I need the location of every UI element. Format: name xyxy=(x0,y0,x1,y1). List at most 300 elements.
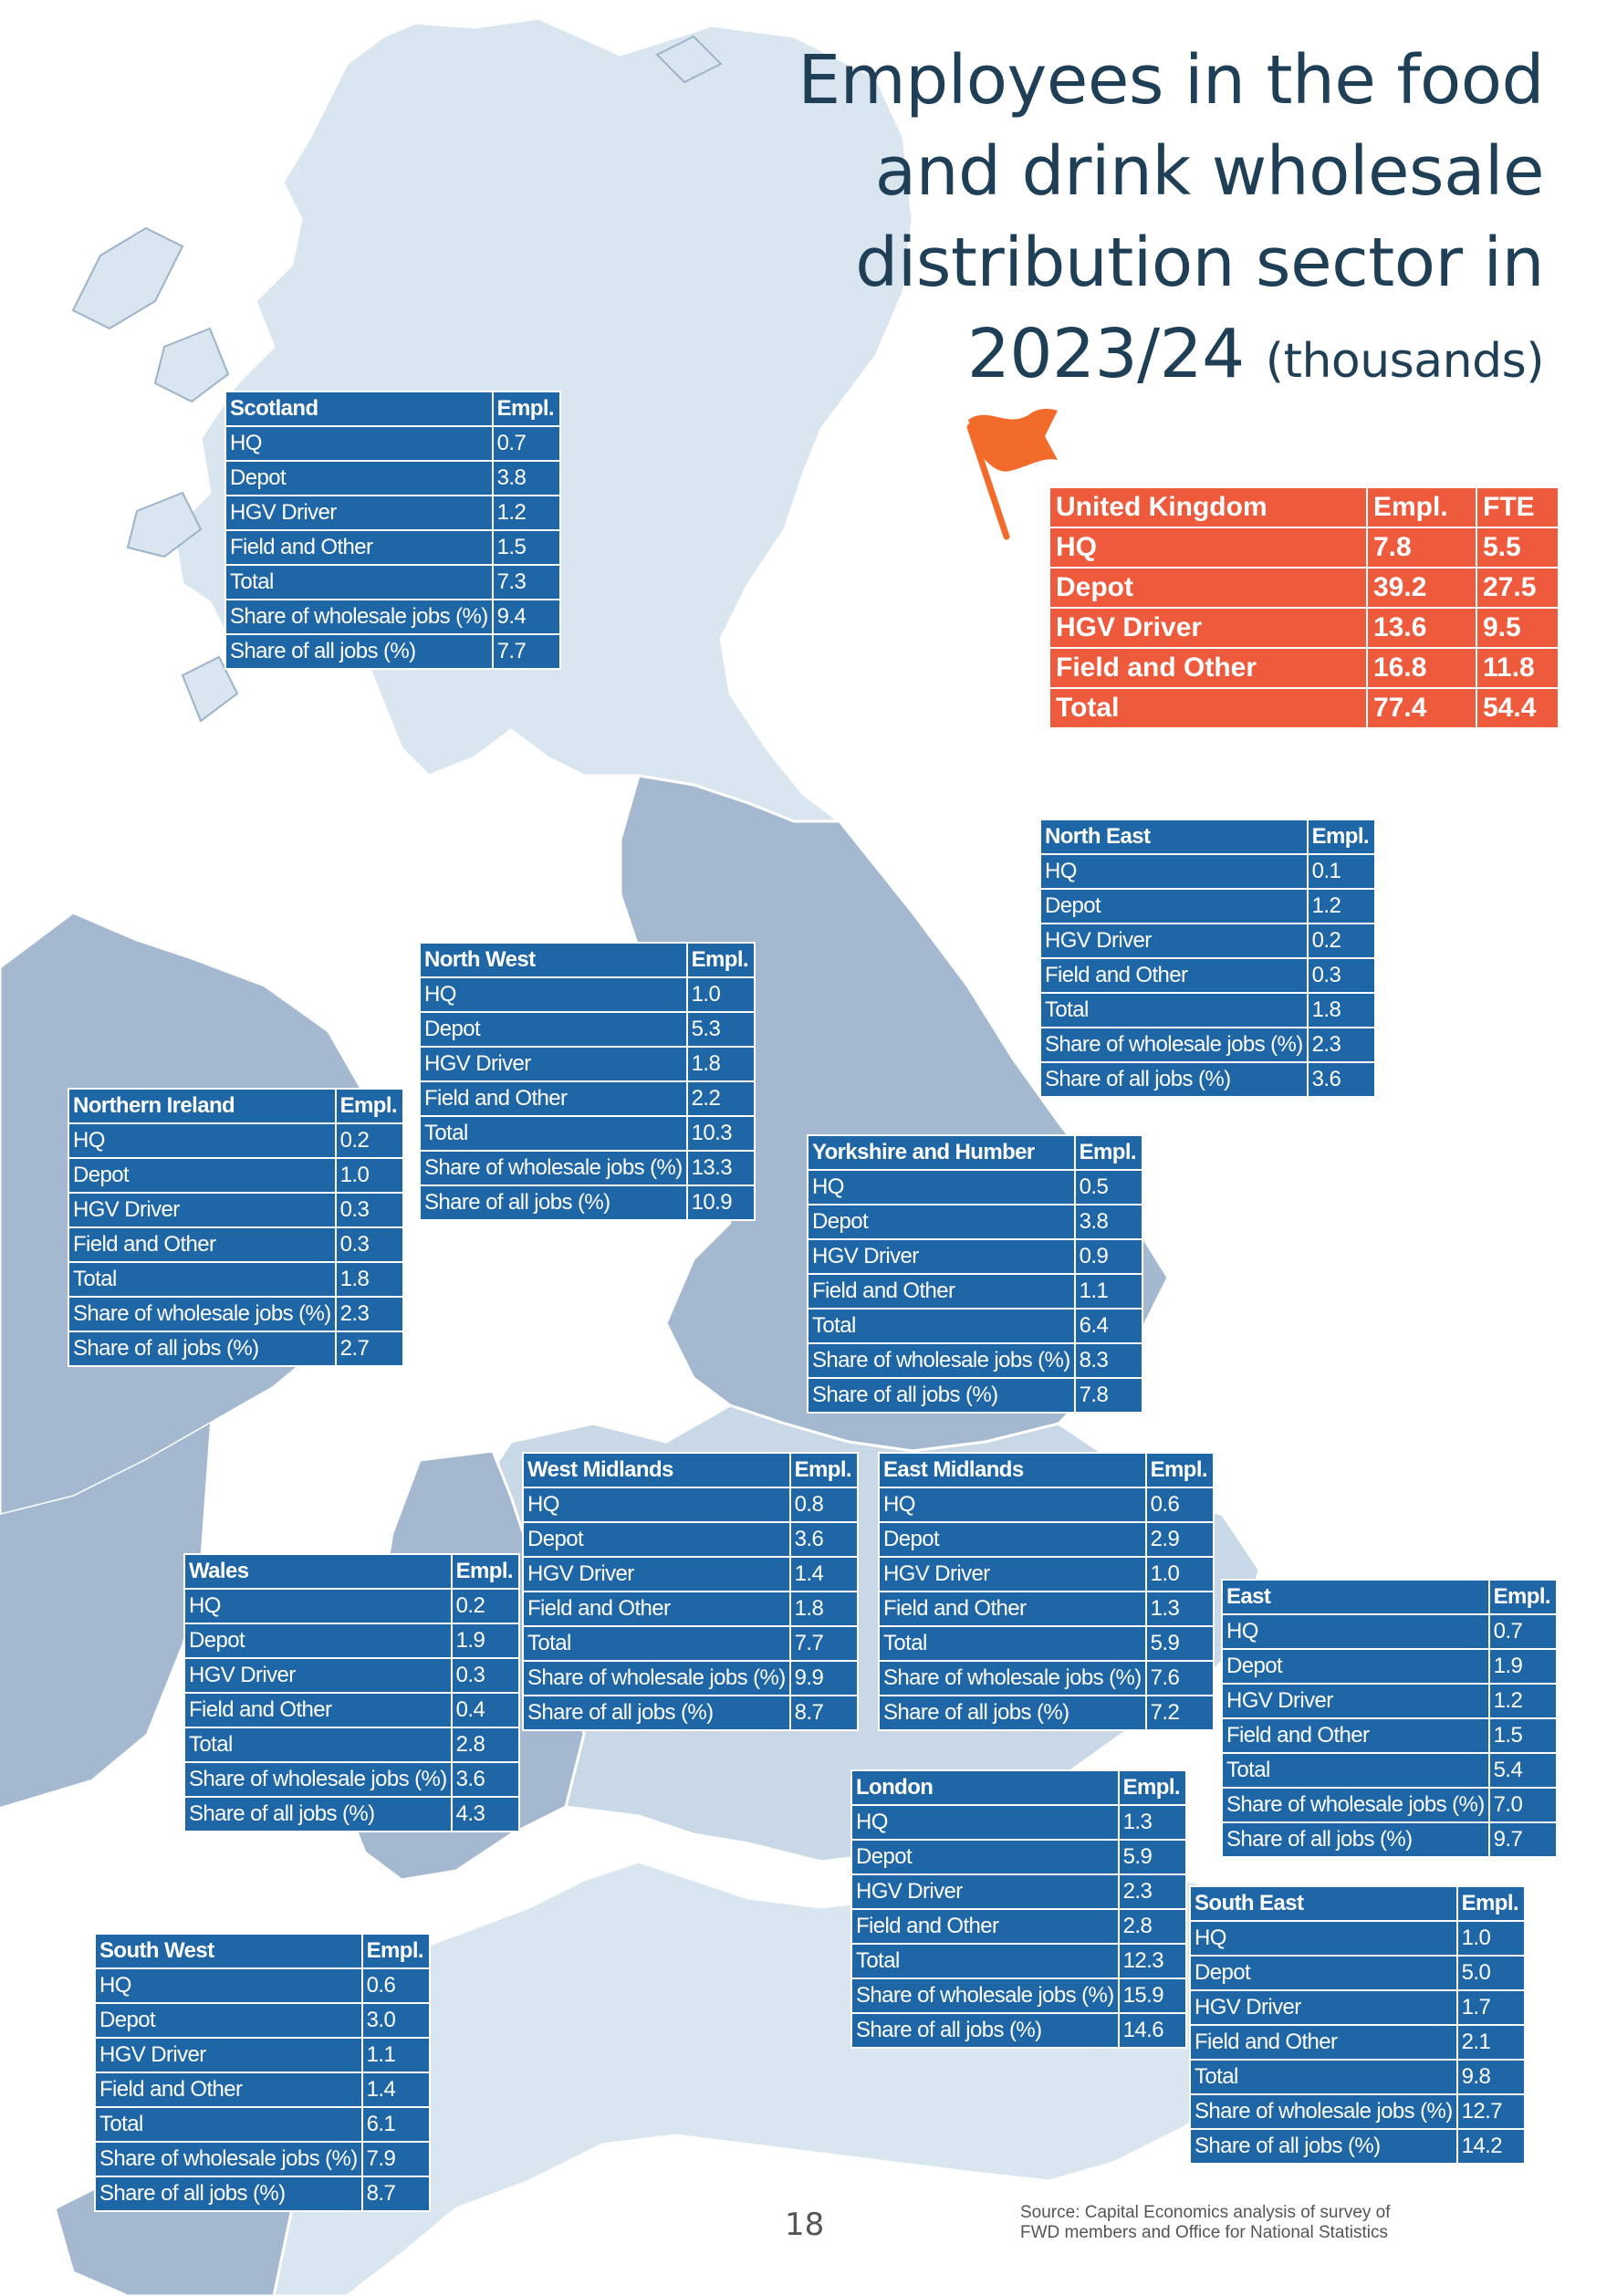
row-value: 1.8 xyxy=(790,1592,858,1626)
row-value: 0.9 xyxy=(1075,1239,1142,1274)
row-label: Total xyxy=(95,2107,362,2142)
table-row xyxy=(808,1205,1142,1239)
row-value: 7.8 xyxy=(1075,1378,1142,1413)
row-value: 9.8 xyxy=(1457,2060,1525,2094)
row-label: HQ xyxy=(1190,1921,1457,1956)
row-value: 1.8 xyxy=(336,1262,403,1297)
table-row xyxy=(1040,889,1375,924)
table-row xyxy=(879,1557,1214,1592)
region-table-header xyxy=(68,1089,403,1123)
row-label: Field and Other xyxy=(95,2072,362,2107)
row-label: Share of wholesale jobs (%) xyxy=(1040,1028,1308,1062)
page-number: 18 xyxy=(785,2207,825,2243)
row-label: Total xyxy=(879,1626,1146,1661)
row-label: HGV Driver xyxy=(68,1193,336,1227)
column-header-empl: Empl. xyxy=(1146,1453,1214,1487)
row-label: Share of wholesale jobs (%) xyxy=(420,1151,687,1185)
uk-row-fte: 54.4 xyxy=(1476,688,1559,728)
table-row xyxy=(879,1592,1214,1626)
table-row xyxy=(95,2038,430,2072)
row-label: Depot xyxy=(68,1158,336,1193)
region-name: North West xyxy=(420,943,687,977)
row-value: 0.1 xyxy=(1308,854,1375,889)
uk-table-row xyxy=(1049,688,1559,728)
row-value: 5.9 xyxy=(1146,1626,1214,1661)
table-row xyxy=(420,1116,755,1151)
row-value: 10.9 xyxy=(687,1185,755,1220)
table-row xyxy=(851,1874,1186,1909)
row-value: 2.3 xyxy=(1308,1028,1375,1062)
row-value: 5.9 xyxy=(1119,1840,1186,1874)
uk-row-empl: 16.8 xyxy=(1367,648,1476,688)
row-value: 7.9 xyxy=(362,2142,430,2176)
row-value: 1.9 xyxy=(1489,1649,1557,1684)
region-table-scotland xyxy=(224,391,561,670)
column-header-empl: Empl. xyxy=(1308,819,1375,854)
source-note: Source: Capital Economics analysis of survey of FWD members and Office for National Statistics xyxy=(1020,2203,1391,2242)
uk-table-row xyxy=(1049,648,1559,688)
uk-table-header xyxy=(1049,487,1559,527)
row-label: Total xyxy=(1190,2060,1457,2094)
table-row xyxy=(95,2003,430,2038)
uk-row-empl: 77.4 xyxy=(1367,688,1476,728)
row-value: 1.0 xyxy=(687,977,755,1012)
table-row xyxy=(225,565,560,600)
row-label: HQ xyxy=(523,1487,790,1522)
column-header-empl: Empl. xyxy=(790,1453,858,1487)
table-row xyxy=(1040,1028,1375,1062)
row-label: HQ xyxy=(851,1805,1119,1840)
region-name: London xyxy=(851,1770,1119,1805)
region-name: East xyxy=(1222,1580,1489,1614)
region-table-west-midlands xyxy=(522,1452,859,1731)
table-row xyxy=(1040,958,1375,993)
row-label: Total xyxy=(1040,993,1308,1028)
column-header-empl: Empl. xyxy=(336,1089,403,1123)
row-label: HGV Driver xyxy=(1222,1684,1489,1718)
row-value: 1.3 xyxy=(1119,1805,1186,1840)
row-value: 7.7 xyxy=(493,634,560,669)
region-name: Yorkshire and Humber xyxy=(808,1135,1075,1170)
page-title xyxy=(631,35,1544,407)
row-label: Share of all jobs (%) xyxy=(1040,1062,1308,1097)
region-name: Wales xyxy=(184,1554,452,1589)
row-label: HQ xyxy=(1040,854,1308,889)
title-unit: (thousands) xyxy=(1265,334,1544,389)
table-row xyxy=(879,1522,1214,1557)
table-row xyxy=(879,1487,1214,1522)
row-value: 3.6 xyxy=(1308,1062,1375,1097)
region-table-north-east xyxy=(1039,819,1376,1098)
table-row xyxy=(851,1944,1186,1978)
row-value: 14.6 xyxy=(1119,2013,1186,2048)
row-label: Depot xyxy=(225,461,493,496)
region-table-northern-ireland xyxy=(68,1088,404,1367)
region-table-header xyxy=(523,1453,858,1487)
region-table-london xyxy=(850,1769,1187,2049)
row-label: Share of wholesale jobs (%) xyxy=(851,1978,1119,2013)
column-header-empl: Empl. xyxy=(452,1554,519,1589)
region-table-north-west xyxy=(419,942,756,1221)
row-label: Share of wholesale jobs (%) xyxy=(879,1661,1146,1696)
row-label: Share of wholesale jobs (%) xyxy=(1190,2094,1457,2129)
table-row xyxy=(523,1661,858,1696)
row-label: Share of wholesale jobs (%) xyxy=(68,1297,336,1331)
table-row xyxy=(879,1696,1214,1730)
row-value: 5.4 xyxy=(1489,1753,1557,1788)
row-label: HGV Driver xyxy=(523,1557,790,1592)
row-label: HQ xyxy=(225,426,493,461)
row-label: Total xyxy=(68,1262,336,1297)
row-label: Share of all jobs (%) xyxy=(184,1797,452,1832)
region-table-header xyxy=(1190,1886,1525,1921)
uk-row-label: Total xyxy=(1049,688,1367,728)
row-value: 1.5 xyxy=(493,530,560,565)
title-line-1: Employees in the food xyxy=(798,41,1544,120)
uk-table-row xyxy=(1049,608,1559,648)
region-table-south-west xyxy=(94,1933,431,2212)
row-label: Share of all jobs (%) xyxy=(225,634,493,669)
row-value: 3.6 xyxy=(790,1522,858,1557)
row-label: Field and Other xyxy=(879,1592,1146,1626)
row-label: Depot xyxy=(1222,1649,1489,1684)
row-label: Share of all jobs (%) xyxy=(851,2013,1119,2048)
row-label: Field and Other xyxy=(1190,2025,1457,2060)
table-row xyxy=(184,1693,519,1727)
table-row xyxy=(523,1522,858,1557)
table-row xyxy=(523,1626,858,1661)
row-value: 1.9 xyxy=(452,1623,519,1658)
row-value: 7.2 xyxy=(1146,1696,1214,1730)
row-value: 2.3 xyxy=(336,1297,403,1331)
table-row xyxy=(95,1968,430,2003)
table-row xyxy=(420,1185,755,1220)
row-label: HGV Driver xyxy=(1190,1990,1457,2025)
row-label: Field and Other xyxy=(808,1274,1075,1309)
uk-summary-table xyxy=(1048,486,1560,729)
uk-row-empl: 13.6 xyxy=(1367,608,1476,648)
row-label: HGV Driver xyxy=(808,1239,1075,1274)
row-label: Total xyxy=(1222,1753,1489,1788)
row-value: 2.9 xyxy=(1146,1522,1214,1557)
row-label: Share of all jobs (%) xyxy=(1222,1822,1489,1857)
region-name: South East xyxy=(1190,1886,1457,1921)
table-row xyxy=(184,1762,519,1797)
table-row xyxy=(1222,1649,1557,1684)
region-table-east xyxy=(1221,1579,1558,1858)
uk-row-label: Field and Other xyxy=(1049,648,1367,688)
row-value: 9.4 xyxy=(493,600,560,634)
row-value: 6.4 xyxy=(1075,1309,1142,1343)
table-row xyxy=(225,600,560,634)
table-row xyxy=(68,1193,403,1227)
row-value: 3.8 xyxy=(493,461,560,496)
row-label: Share of wholesale jobs (%) xyxy=(808,1343,1075,1378)
row-value: 2.7 xyxy=(336,1331,403,1366)
table-row xyxy=(879,1661,1214,1696)
flag-icon xyxy=(954,400,1063,546)
row-label: HQ xyxy=(68,1123,336,1158)
table-row xyxy=(851,2013,1186,2048)
row-value: 1.4 xyxy=(362,2072,430,2107)
table-row xyxy=(68,1262,403,1297)
row-value: 0.7 xyxy=(1489,1614,1557,1649)
row-label: Total xyxy=(851,1944,1119,1978)
table-row xyxy=(420,1012,755,1047)
table-row xyxy=(808,1239,1142,1274)
row-label: HQ xyxy=(420,977,687,1012)
row-value: 1.5 xyxy=(1489,1718,1557,1753)
table-row xyxy=(184,1727,519,1762)
row-value: 1.8 xyxy=(1308,993,1375,1028)
row-value: 0.6 xyxy=(1146,1487,1214,1522)
row-value: 8.7 xyxy=(790,1696,858,1730)
row-value: 0.3 xyxy=(336,1227,403,1262)
region-table-east-midlands xyxy=(878,1452,1215,1731)
row-value: 0.3 xyxy=(452,1658,519,1693)
table-row xyxy=(225,426,560,461)
row-value: 7.3 xyxy=(493,565,560,600)
row-value: 6.1 xyxy=(362,2107,430,2142)
uk-header-region: United Kingdom xyxy=(1049,487,1367,527)
row-value: 1.8 xyxy=(687,1047,755,1081)
row-value: 13.3 xyxy=(687,1151,755,1185)
row-value: 0.2 xyxy=(336,1123,403,1158)
table-row xyxy=(420,977,755,1012)
column-header-empl: Empl. xyxy=(493,391,560,426)
table-row xyxy=(420,1151,755,1185)
row-value: 1.1 xyxy=(1075,1274,1142,1309)
table-row xyxy=(523,1696,858,1730)
uk-row-fte: 5.5 xyxy=(1476,527,1559,568)
row-label: HGV Driver xyxy=(879,1557,1146,1592)
region-table-header xyxy=(1222,1580,1557,1614)
row-label: Total xyxy=(225,565,493,600)
table-row xyxy=(1190,1956,1525,1990)
column-header-empl: Empl. xyxy=(1075,1135,1142,1170)
row-value: 1.0 xyxy=(336,1158,403,1193)
row-value: 0.6 xyxy=(362,1968,430,2003)
row-label: Share of all jobs (%) xyxy=(808,1378,1075,1413)
row-label: Field and Other xyxy=(523,1592,790,1626)
table-row xyxy=(68,1297,403,1331)
row-label: HGV Driver xyxy=(1040,924,1308,958)
table-row xyxy=(184,1623,519,1658)
row-label: Field and Other xyxy=(68,1227,336,1262)
row-label: Field and Other xyxy=(1040,958,1308,993)
row-value: 10.3 xyxy=(687,1116,755,1151)
row-value: 3.6 xyxy=(452,1762,519,1797)
row-label: Depot xyxy=(879,1522,1146,1557)
row-value: 12.3 xyxy=(1119,1944,1186,1978)
row-value: 3.8 xyxy=(1075,1205,1142,1239)
table-row xyxy=(808,1274,1142,1309)
row-value: 5.0 xyxy=(1457,1956,1525,1990)
table-row xyxy=(1190,2129,1525,2164)
region-table-yorkshire xyxy=(807,1134,1143,1414)
region-name: Scotland xyxy=(225,391,493,426)
row-value: 1.7 xyxy=(1457,1990,1525,2025)
table-row xyxy=(68,1158,403,1193)
table-row xyxy=(1040,993,1375,1028)
table-row xyxy=(1190,1990,1525,2025)
column-header-empl: Empl. xyxy=(687,943,755,977)
row-value: 14.2 xyxy=(1457,2129,1525,2164)
uk-row-label: HGV Driver xyxy=(1049,608,1367,648)
row-value: 0.8 xyxy=(790,1487,858,1522)
title-line-3: distribution sector in xyxy=(855,224,1544,302)
region-name: East Midlands xyxy=(879,1453,1146,1487)
row-label: HGV Driver xyxy=(95,2038,362,2072)
row-label: Share of all jobs (%) xyxy=(879,1696,1146,1730)
table-row xyxy=(420,1081,755,1116)
table-row xyxy=(225,530,560,565)
row-value: 0.3 xyxy=(1308,958,1375,993)
region-table-header xyxy=(879,1453,1214,1487)
row-value: 2.1 xyxy=(1457,2025,1525,2060)
region-name: West Midlands xyxy=(523,1453,790,1487)
row-label: Depot xyxy=(808,1205,1075,1239)
table-row xyxy=(1222,1718,1557,1753)
row-value: 9.9 xyxy=(790,1661,858,1696)
row-label: Field and Other xyxy=(225,530,493,565)
row-value: 7.6 xyxy=(1146,1661,1214,1696)
table-row xyxy=(851,1805,1186,1840)
row-value: 1.2 xyxy=(1308,889,1375,924)
row-value: 1.0 xyxy=(1146,1557,1214,1592)
table-row xyxy=(879,1626,1214,1661)
table-row xyxy=(1190,1921,1525,1956)
row-label: HGV Driver xyxy=(225,496,493,530)
row-value: 8.3 xyxy=(1075,1343,1142,1378)
title-line-2: and drink wholesale xyxy=(874,132,1544,211)
uk-row-fte: 9.5 xyxy=(1476,608,1559,648)
row-label: Total xyxy=(184,1727,452,1762)
row-label: Total xyxy=(808,1309,1075,1343)
row-label: Share of all jobs (%) xyxy=(420,1185,687,1220)
row-label: Depot xyxy=(1040,889,1308,924)
row-value: 12.7 xyxy=(1457,2094,1525,2129)
region-table-header xyxy=(95,1934,430,1968)
row-value: 1.2 xyxy=(493,496,560,530)
row-label: Share of all jobs (%) xyxy=(1190,2129,1457,2164)
row-value: 4.3 xyxy=(452,1797,519,1832)
uk-row-empl: 7.8 xyxy=(1367,527,1476,568)
row-label: Share of all jobs (%) xyxy=(95,2176,362,2211)
row-label: HQ xyxy=(95,1968,362,2003)
row-label: Share of all jobs (%) xyxy=(68,1331,336,1366)
region-table-wales xyxy=(183,1553,520,1832)
table-row xyxy=(1222,1684,1557,1718)
row-value: 0.2 xyxy=(1308,924,1375,958)
column-header-empl: Empl. xyxy=(1489,1580,1557,1614)
row-label: Depot xyxy=(420,1012,687,1047)
row-label: Share of wholesale jobs (%) xyxy=(1222,1788,1489,1822)
row-value: 9.7 xyxy=(1489,1822,1557,1857)
row-label: Total xyxy=(523,1626,790,1661)
row-label: Depot xyxy=(184,1623,452,1658)
row-value: 0.4 xyxy=(452,1693,519,1727)
row-label: Field and Other xyxy=(420,1081,687,1116)
table-row xyxy=(68,1331,403,1366)
region-table-header xyxy=(420,943,755,977)
row-value: 0.3 xyxy=(336,1193,403,1227)
row-value: 0.7 xyxy=(493,426,560,461)
table-row xyxy=(225,634,560,669)
uk-header-empl: Empl. xyxy=(1367,487,1476,527)
column-header-empl: Empl. xyxy=(362,1934,430,1968)
region-name: Northern Ireland xyxy=(68,1089,336,1123)
skye-island xyxy=(155,329,228,402)
table-row xyxy=(1222,1822,1557,1857)
table-row xyxy=(1190,2094,1525,2129)
row-value: 15.9 xyxy=(1119,1978,1186,2013)
table-row xyxy=(1222,1614,1557,1649)
row-value: 1.4 xyxy=(790,1557,858,1592)
uk-row-label: Depot xyxy=(1049,568,1367,608)
uk-header-fte: FTE xyxy=(1476,487,1559,527)
row-label: Share of wholesale jobs (%) xyxy=(184,1762,452,1797)
table-row xyxy=(851,1978,1186,2013)
table-row xyxy=(851,1909,1186,1944)
hebrides-island xyxy=(73,228,183,329)
table-row xyxy=(523,1487,858,1522)
table-row xyxy=(1040,854,1375,889)
table-row xyxy=(1040,1062,1375,1097)
table-row xyxy=(808,1170,1142,1205)
row-label: Field and Other xyxy=(851,1909,1119,1944)
row-value: 8.7 xyxy=(362,2176,430,2211)
region-table-header xyxy=(851,1770,1186,1805)
row-value: 1.2 xyxy=(1489,1684,1557,1718)
region-table-header xyxy=(1040,819,1375,854)
row-value: 5.3 xyxy=(687,1012,755,1047)
table-row xyxy=(851,1840,1186,1874)
region-name: North East xyxy=(1040,819,1308,854)
row-value: 2.8 xyxy=(452,1727,519,1762)
row-value: 2.3 xyxy=(1119,1874,1186,1909)
table-row xyxy=(808,1378,1142,1413)
table-row xyxy=(420,1047,755,1081)
row-value: 0.2 xyxy=(452,1589,519,1623)
column-header-empl: Empl. xyxy=(1119,1770,1186,1805)
row-label: HGV Driver xyxy=(851,1874,1119,1909)
row-label: HGV Driver xyxy=(420,1047,687,1081)
uk-table-row xyxy=(1049,527,1559,568)
row-label: HGV Driver xyxy=(184,1658,452,1693)
row-value: 7.0 xyxy=(1489,1788,1557,1822)
region-name: South West xyxy=(95,1934,362,1968)
row-label: Depot xyxy=(1190,1956,1457,1990)
table-row xyxy=(808,1343,1142,1378)
row-value: 1.1 xyxy=(362,2038,430,2072)
row-label: Depot xyxy=(523,1522,790,1557)
title-line-4 xyxy=(631,308,1544,407)
table-row xyxy=(523,1592,858,1626)
table-row xyxy=(1190,2060,1525,2094)
uk-row-empl: 39.2 xyxy=(1367,568,1476,608)
table-row xyxy=(1190,2025,1525,2060)
region-table-header xyxy=(184,1554,519,1589)
row-value: 2.2 xyxy=(687,1081,755,1116)
row-label: Share of wholesale jobs (%) xyxy=(225,600,493,634)
uk-row-fte: 27.5 xyxy=(1476,568,1559,608)
row-label: Depot xyxy=(95,2003,362,2038)
row-label: Depot xyxy=(851,1840,1119,1874)
row-value: 0.5 xyxy=(1075,1170,1142,1205)
table-row xyxy=(1222,1788,1557,1822)
table-row xyxy=(184,1797,519,1832)
